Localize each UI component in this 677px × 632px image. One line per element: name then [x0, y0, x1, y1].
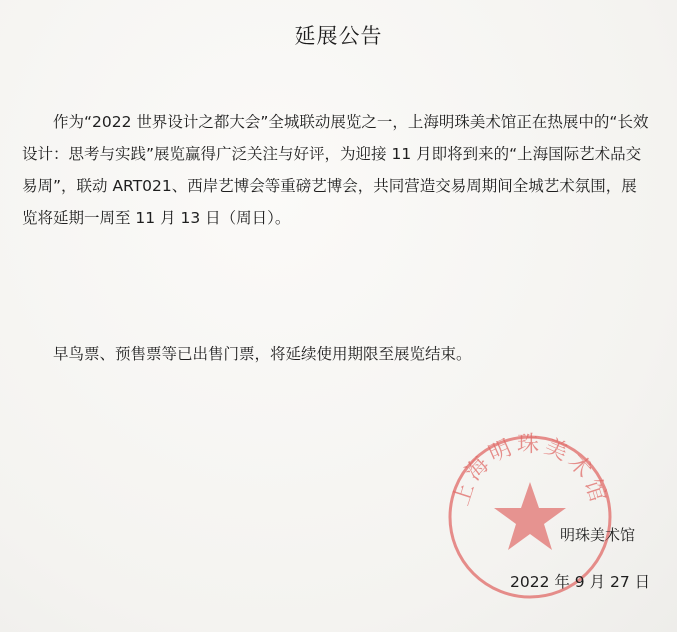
notice-paragraph-2: 早鸟票、预售票等已出售门票，将延续使用期限至展览结束。: [53, 345, 472, 363]
notice-title: 延展公告: [294, 24, 383, 48]
notice-paragraph-1: 作为“2022 世界设计之都大会”全城联动展览之一，上海明珠美术馆正在热展中的“长效设计：思考与实践”展览赢得广泛关注与好评，为迎接 11 月即将到来的“上海国际艺术品交易周”，联动 ART021、西岸艺博会等重磅艺博会，共同营造交易周期间全城艺术氛围，展览将延期一周至 11 月 13 日（周日）。: [22, 113, 649, 227]
issuer-name: 明珠美术馆: [560, 526, 636, 544]
issue-date: 2022 年 9 月 27 日: [510, 573, 651, 591]
star-icon: [494, 482, 566, 550]
seal-text: 上海明珠美术馆: [448, 432, 612, 509]
